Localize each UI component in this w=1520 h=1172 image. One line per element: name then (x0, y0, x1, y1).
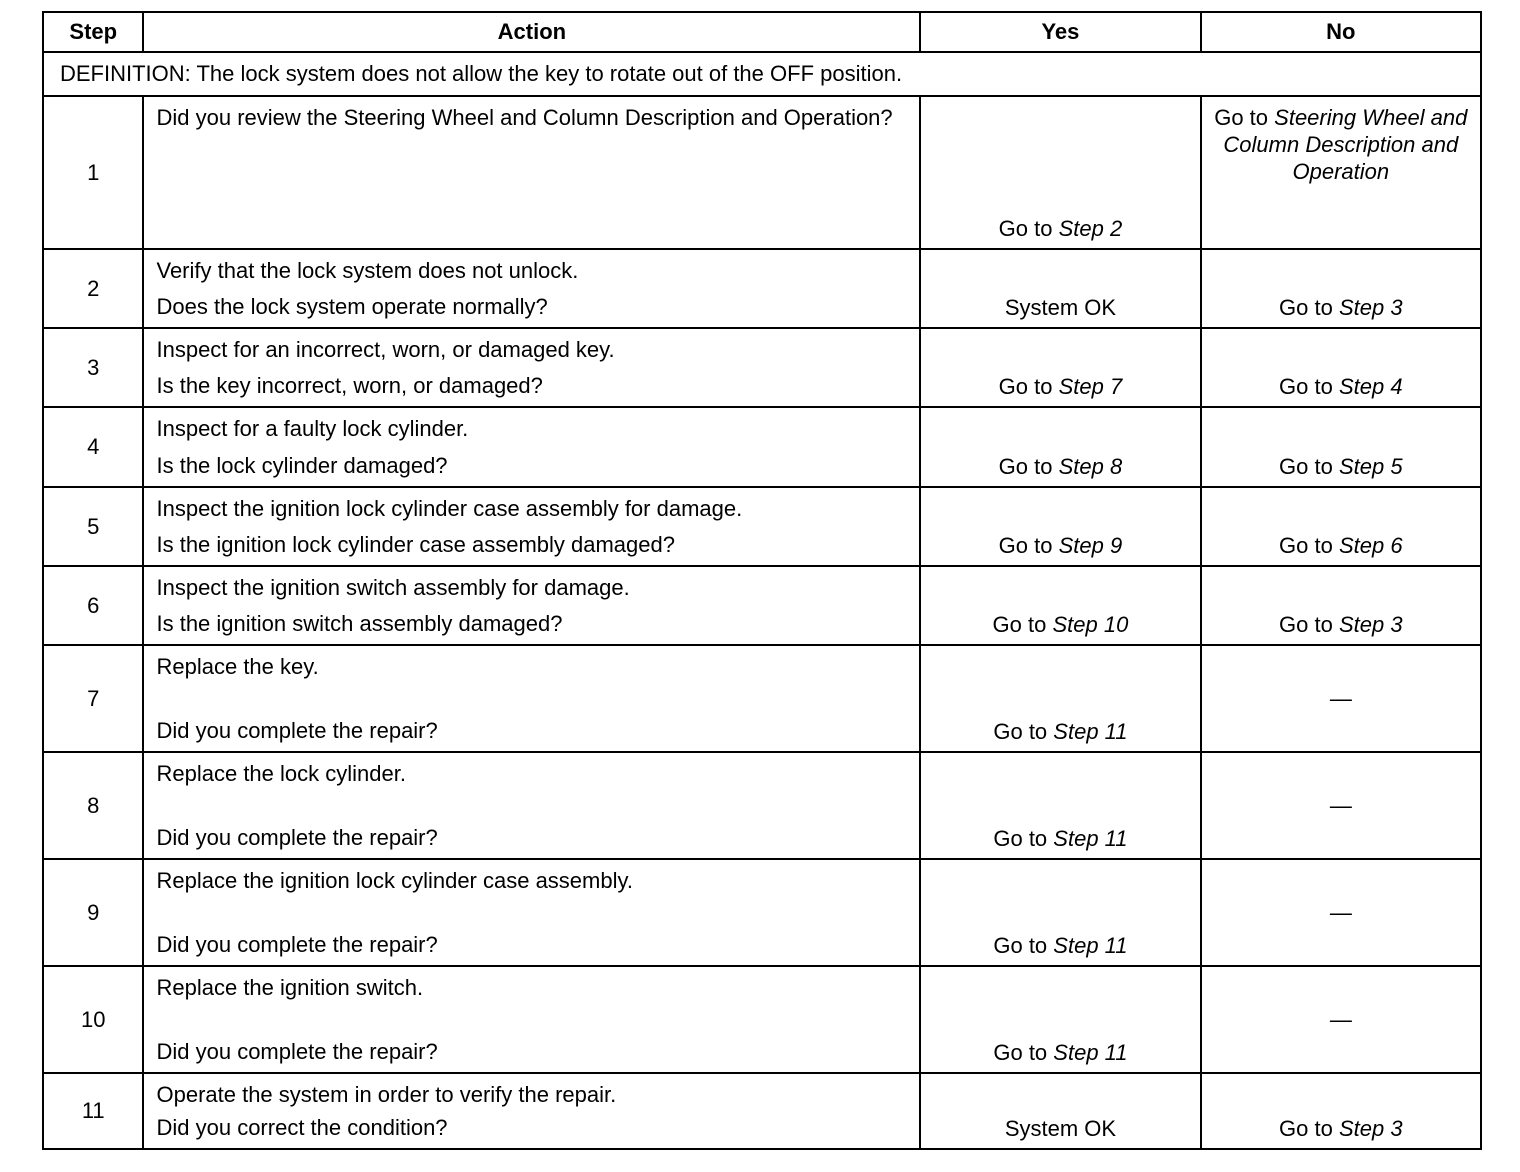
yes-answer-text: Go to (998, 216, 1053, 241)
yes-answer-text: Go to (993, 933, 1048, 958)
action-cell (143, 566, 920, 645)
step-number: 10 (43, 966, 143, 1073)
table-row (43, 566, 1481, 645)
step-number: 4 (43, 407, 143, 487)
yes-answer-target: Step 10 (1052, 612, 1129, 637)
no-cell (1201, 859, 1481, 966)
action-cell (143, 645, 920, 752)
step-number: 6 (43, 566, 143, 645)
no-answer-text: Go to (1279, 533, 1333, 558)
action-cell (143, 96, 920, 249)
header-row (43, 12, 1481, 52)
table-row (43, 645, 1481, 752)
yes-answer-target: Step 7 (1058, 374, 1123, 399)
yes-answer-text: Go to (998, 374, 1053, 399)
yes-answer-target: Step 9 (1058, 533, 1123, 558)
yes-cell (920, 249, 1200, 328)
action-cell (143, 966, 920, 1073)
yes-cell (920, 752, 1200, 859)
no-answer-target: Step 3 (1338, 1116, 1403, 1141)
step-number: 1 (43, 96, 143, 249)
definition-row (43, 52, 1481, 96)
action-cell (143, 859, 920, 966)
yes-answer-target: Step 11 (1053, 1040, 1128, 1065)
no-answer-text: Go to (1279, 454, 1333, 479)
step-number: 7 (43, 645, 143, 752)
yes-answer-target: Step 2 (1058, 216, 1123, 241)
no-answer-text: — (1329, 899, 1352, 925)
yes-answer-text: Go to (993, 1040, 1048, 1065)
action-line: Inspect the ignition lock cylinder case assembly for damage. (156, 496, 743, 521)
yes-cell (920, 407, 1200, 487)
yes-answer-target: Step 11 (1053, 826, 1128, 851)
no-cell (1201, 645, 1481, 752)
yes-answer-target: Step 11 (1053, 719, 1128, 744)
table-row (43, 859, 1481, 966)
action-cell (143, 1073, 920, 1149)
action-line: Does the lock system operate normally? (156, 294, 548, 319)
action-line: Did you correct the condition? (156, 1115, 448, 1140)
no-answer-target: Step 3 (1338, 612, 1403, 637)
yes-cell (920, 328, 1200, 407)
table-row (43, 1073, 1481, 1149)
no-cell (1201, 328, 1481, 407)
table-row (43, 752, 1481, 859)
definition-text: DEFINITION: The lock system does not allow the key to rotate out of the OFF position. (43, 52, 1481, 96)
no-cell (1201, 752, 1481, 859)
yes-answer-text: System OK (1004, 295, 1117, 320)
no-cell (1201, 566, 1481, 645)
no-answer-target: Steering Wheel and Column Description and Operation (1223, 105, 1468, 184)
action-line: Is the lock cylinder damaged? (156, 453, 448, 478)
table-row (43, 328, 1481, 407)
step-number: 9 (43, 859, 143, 966)
no-answer-text: — (1329, 792, 1352, 818)
no-answer-text: Go to (1279, 1116, 1333, 1141)
action-line: Is the key incorrect, worn, or damaged? (156, 373, 543, 398)
no-answer-text: — (1329, 685, 1352, 711)
action-line: Replace the lock cylinder. (156, 761, 406, 786)
no-answer-text: Go to (1279, 295, 1333, 320)
no-answer-text: Go to (1279, 374, 1333, 399)
no-cell (1201, 487, 1481, 566)
action-line: Is the ignition switch assembly damaged? (156, 611, 563, 636)
table-row (43, 96, 1481, 249)
yes-answer-text: Go to (993, 826, 1048, 851)
action-line: Inspect for an incorrect, worn, or damaged key. (156, 337, 615, 362)
action-line: Replace the ignition lock cylinder case assembly. (156, 868, 633, 893)
table-row (43, 487, 1481, 566)
header-yes: Yes (920, 12, 1200, 52)
action-line: Replace the key. (156, 654, 319, 679)
no-answer-text: Go to (1279, 612, 1333, 637)
action-cell (143, 487, 920, 566)
no-answer-target: Step 6 (1338, 533, 1403, 558)
action-line: Did you complete the repair? (156, 718, 438, 743)
yes-cell (920, 566, 1200, 645)
table-row (43, 966, 1481, 1073)
table-row (43, 249, 1481, 328)
step-number: 11 (43, 1073, 143, 1149)
yes-cell (920, 966, 1200, 1073)
action-cell (143, 752, 920, 859)
no-cell (1201, 966, 1481, 1073)
yes-cell (920, 645, 1200, 752)
action-cell (143, 328, 920, 407)
header-action: Action (143, 12, 920, 52)
yes-answer-target: Step 11 (1053, 933, 1128, 958)
no-answer-text: Go to (1214, 105, 1269, 130)
action-line: Verify that the lock system does not unlock. (156, 258, 579, 283)
action-line: Inspect the ignition switch assembly for damage. (156, 575, 630, 600)
action-line: Did you complete the repair? (156, 932, 438, 957)
yes-answer-text: Go to (998, 454, 1053, 479)
action-line: Inspect for a faulty lock cylinder. (156, 416, 469, 441)
diagnostic-table (42, 11, 1482, 1150)
table-row (43, 407, 1481, 487)
action-line: Did you complete the repair? (156, 1039, 438, 1064)
yes-cell (920, 96, 1200, 249)
no-cell (1201, 96, 1481, 249)
yes-cell (920, 487, 1200, 566)
header-no: No (1201, 12, 1481, 52)
no-answer-target: Step 5 (1338, 454, 1403, 479)
action-line: Replace the ignition switch. (156, 975, 424, 1000)
no-answer-text: — (1329, 1006, 1352, 1032)
no-answer-target: Step 4 (1338, 374, 1403, 399)
action-cell (143, 249, 920, 328)
step-number: 5 (43, 487, 143, 566)
no-cell (1201, 1073, 1481, 1149)
action-line: Did you review the Steering Wheel and Column Description and Operation? (156, 105, 893, 130)
header-step: Step (43, 12, 143, 52)
yes-answer-text: Go to (998, 533, 1053, 558)
step-number: 8 (43, 752, 143, 859)
action-line: Operate the system in order to verify the repair. (156, 1082, 617, 1107)
yes-cell (920, 859, 1200, 966)
yes-answer-text: Go to (993, 719, 1048, 744)
step-number: 3 (43, 328, 143, 407)
action-line: Did you complete the repair? (156, 825, 438, 850)
action-cell (143, 407, 920, 487)
yes-cell (920, 1073, 1200, 1149)
no-answer-target: Step 3 (1338, 295, 1403, 320)
yes-answer-target: Step 8 (1058, 454, 1123, 479)
yes-answer-text: Go to (992, 612, 1047, 637)
action-line: Is the ignition lock cylinder case assembly damaged? (156, 532, 675, 557)
yes-answer-text: System OK (1004, 1116, 1117, 1141)
no-cell (1201, 249, 1481, 328)
no-cell (1201, 407, 1481, 487)
step-number: 2 (43, 249, 143, 328)
